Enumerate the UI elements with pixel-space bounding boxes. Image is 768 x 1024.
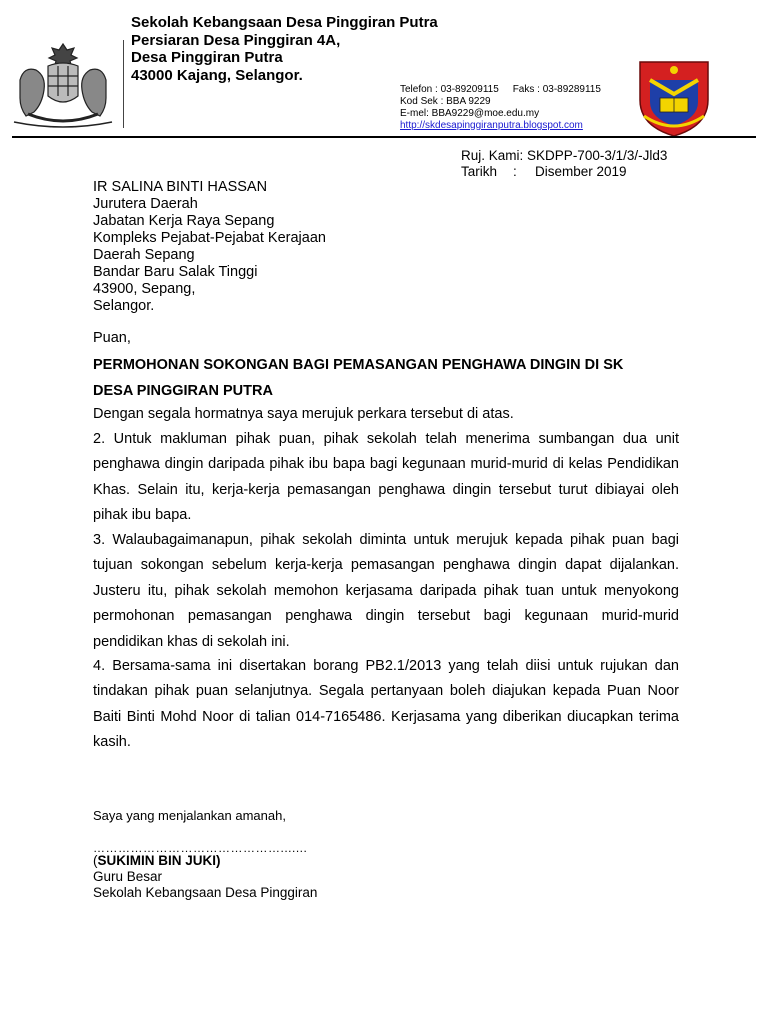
paragraph-4: 4. Bersama-sama ini disertakan borang PB2.1/2013 yang telah diisi untuk rujukan dan tindakan pihak puan selanjutnya. Segala pertanyaan boleh diajukan kepada Puan Noor Baiti Binti Mohd Noor di talian 014-7165486. Kerjasama yang diberikan diucapkan terima kasih. xyxy=(93,658,679,751)
letterhead-divider-vertical xyxy=(123,40,124,128)
signature-dots: ………………………………………....... xyxy=(93,841,308,855)
ruj-value: SKDPP-700-3/1/3/-Jld3 xyxy=(527,148,668,163)
faks: Faks : 03-89289115 xyxy=(512,84,601,95)
recipient-line: Jurutera Daerah xyxy=(93,196,198,212)
reference-block xyxy=(461,148,667,180)
paragraph-2: 2. Untuk makluman pihak puan, pihak sekolah telah menerima sumbangan dua unit penghawa dingin daripada pihak ibu bapa bagi kegunaan murid-murid di kelas Pendidikan Khas. Selain itu, kerja-kerja pemasangan penghawa dingin tersebut turut dibiayai oleh pihak ibu bapa. xyxy=(93,431,679,524)
email: E-mel: BBA9229@moe.edu.my xyxy=(400,108,540,119)
website-link[interactable]: http://skdesapinggiranputra.blogspot.com xyxy=(400,120,583,131)
recipient-line: IR SALINA BINTI HASSAN xyxy=(93,179,268,195)
recipient-address xyxy=(93,179,326,315)
school-address-block xyxy=(131,14,438,84)
paragraph-3: 3. Walaubagaimanapun, pihak sekolah diminta untuk merujuk kepada pihak puan bagi tujuan sokongan sebelum kerja-kerja pemasangan penghawa dingin dapat dijalankan. Justeru itu, pihak sekolah memohon kerjasama daripada pihak tuan untuk menyokong permohonan pemasangan penghawa dingin tersebut bagi kegunaan murid-murid pendidikan khas di sekolah ini. xyxy=(93,532,679,650)
malaysia-coat-of-arms-icon xyxy=(10,40,116,130)
subject-line1: PERMOHONAN SOKONGAN BAGI PEMASANGAN PENGHAWA DINGIN DI SK xyxy=(93,357,624,373)
tarikh-colon: : xyxy=(513,164,517,179)
ruj-label: Ruj. Kami: xyxy=(461,148,524,163)
open-paren: ( xyxy=(93,853,98,868)
signer-title: Guru Besar xyxy=(93,869,163,884)
school-address-line3: 43000 Kajang, Selangor. xyxy=(131,66,303,84)
subject-heading xyxy=(93,352,679,404)
signer-block xyxy=(93,853,317,901)
closing-remark: Saya yang menjalankan amanah, xyxy=(93,808,286,823)
contact-block xyxy=(400,84,601,132)
school-address-line2: Desa Pinggiran Putra xyxy=(131,49,283,66)
tarikh-value: Disember 2019 xyxy=(535,164,627,179)
recipient-line: 43900, Sepang, xyxy=(93,281,196,297)
school-name: Sekolah Kebangsaan Desa Pinggiran Putra xyxy=(131,14,438,31)
recipient-line: Kompleks Pejabat-Pejabat Kerajaan xyxy=(93,230,326,246)
school-address-line1: Persiaran Desa Pinggiran 4A, xyxy=(131,31,341,49)
school-crest-logo-icon xyxy=(636,58,712,138)
letterhead-divider xyxy=(12,136,756,138)
telefon: Telefon : 03-89209115 xyxy=(400,84,499,95)
tarikh-label: Tarikh xyxy=(461,164,498,179)
signer-school: Sekolah Kebangsaan Desa Pinggiran xyxy=(93,885,318,900)
subject-line2: DESA PINGGIRAN PUTRA xyxy=(93,383,273,399)
paragraph-1: Dengan segala hormatnya saya merujuk perkara tersebut di atas. xyxy=(93,406,514,422)
salutation: Puan, xyxy=(93,330,131,346)
recipient-line: Daerah Sepang xyxy=(93,247,195,263)
kod-sekolah: Kod Sek : BBA 9229 xyxy=(400,96,491,107)
recipient-line: Bandar Baru Salak Tinggi xyxy=(93,264,258,280)
recipient-line: Jabatan Kerja Raya Sepang xyxy=(93,213,275,229)
signer-name: SUKIMIN BIN JUKI) xyxy=(97,853,221,868)
recipient-line: Selangor. xyxy=(93,298,155,314)
